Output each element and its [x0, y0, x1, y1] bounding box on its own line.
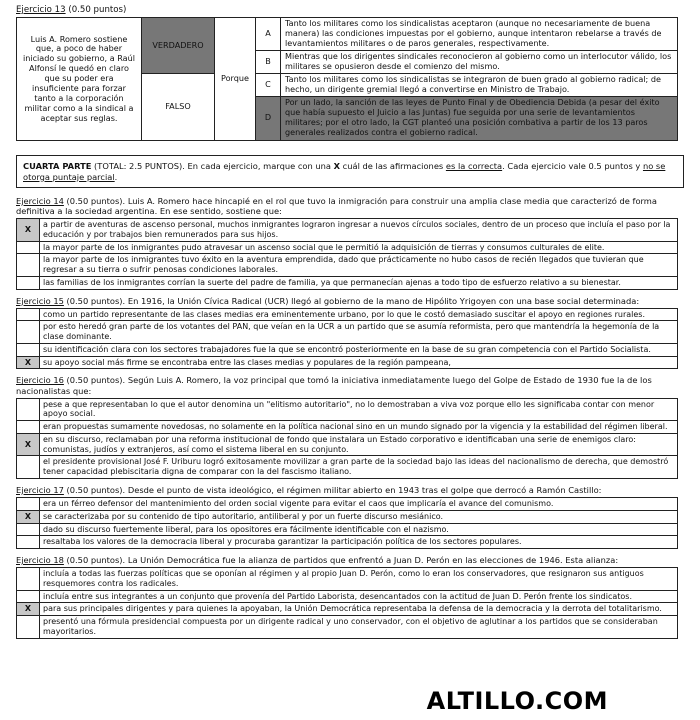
- altillo-logo: ALTILLO.COM: [426, 686, 608, 715]
- option-text: incluía entre sus integrantes a un conjunto que provenía del Partido Laborista, desencantados con la actitud de Juan D. Perón frente los sindicatos.: [40, 590, 678, 603]
- answer-mark-box[interactable]: [17, 308, 40, 321]
- exercise-18-text: (0.50 puntos). La Unión Democrática fue la alianza de partidos que enfrentó a Juan D. Perón en las elecciones de 1946. Esta alianza:: [63, 555, 619, 566]
- exercise-16-options: [16, 398, 678, 479]
- answer-mark-box[interactable]: [17, 321, 40, 344]
- exercise-18-options: [16, 567, 678, 639]
- answer-mark-box[interactable]: [17, 456, 40, 479]
- exercise-16-title: Ejercicio 16: [16, 375, 64, 386]
- option-row: [17, 616, 678, 639]
- answer-mark-box[interactable]: [17, 241, 40, 254]
- part-four-correct: es la correcta: [445, 160, 503, 171]
- exercise-13-statement: Luis A. Romero sostiene que, a poco de haber iniciado su gobierno, a Raúl Alfonsí le quedó en claro que su poder era insuficiente para forzar tanto a la corporación militar como a la sindical a aceptar sus reglas.: [17, 18, 142, 140]
- option-row: [17, 590, 678, 603]
- option-text: incluía a todas las fuerzas políticas que se oponían al régimen y al propio Juan D. Perón, como lo eran los conservadores, que resignaron sus antiguos resquemores contra los radicales.: [40, 568, 678, 591]
- option-text: su apoyo social más firme se encontraba entre las clases medias y populares de la región pampeana,: [40, 356, 678, 369]
- option-row: [17, 603, 678, 616]
- exercise-15-options: [16, 308, 678, 370]
- exercise-13-table: [16, 17, 678, 140]
- exercise-17-options: [16, 497, 678, 549]
- answer-mark-box[interactable]: [17, 398, 40, 421]
- answer-mark-box[interactable]: [17, 590, 40, 603]
- part-four-title: CUARTA PARTE: [23, 160, 92, 171]
- answer-mark-box[interactable]: [17, 536, 40, 549]
- option-text: la mayor parte de los inmigrantes pudo atravesar un ascenso social que le permitió la adquisición de tierras y consumos culturales de elite.: [40, 241, 678, 254]
- exercise-14-title: Ejercicio 14: [16, 195, 64, 206]
- option-letter-d[interactable]: D: [256, 96, 281, 140]
- exercise-18-prompt: [16, 555, 686, 565]
- answer-mark-box[interactable]: [17, 343, 40, 356]
- exercise-13-points: (0.50 puntos): [65, 5, 127, 15]
- option-row: [17, 398, 678, 421]
- option-text: en su discurso, reclamaban por una reforma institucional de fondo que instalara un Estado corporativo e identificaban una serie de enemigos claro: comunistas, judíos y extranjeros, así como el sistema liberal en su conjunto.: [40, 433, 678, 456]
- option-text: su identificación clara con los sectores trabajadores fue la que se encontró posteriormente en la base de su gran competencia con el Partido Socialista.: [40, 343, 678, 356]
- option-row: [17, 254, 678, 277]
- option-text: se caracterizaba por su contenido de tipo autoritario, antiliberal y por un fuerte discurso mesiánico.: [40, 510, 678, 523]
- option-row: [17, 308, 678, 321]
- answer-mark-box[interactable]: [17, 523, 40, 536]
- option-text: pese a que representaban lo que el autor denomina un "elitismo autoritario", no lo demostraban a viva voz porque ello les significaba contar con menor apoyo social.: [40, 398, 678, 421]
- option-letter-a[interactable]: A: [256, 18, 281, 51]
- part-four-x: X: [333, 160, 341, 171]
- option-text-d: Por un lado, la sanción de las leyes de Punto Final y de Obediencia Debida (a pesar del éxito que había supuesto el Juicio a las Juntas) fue seguida por una serie de levantamientos militares; por el otro lado, la CGT planteó una posición combativa a partir de los 13 paros generales realizados contra el gobierno radical.: [281, 96, 678, 140]
- answer-mark-box[interactable]: [17, 568, 40, 591]
- answer-mark-box[interactable]: [17, 498, 40, 511]
- exercise-17-prompt: [16, 485, 686, 495]
- option-row: [17, 356, 678, 369]
- answer-mark-box[interactable]: X: [17, 603, 40, 616]
- exercise-14-text: (0.50 puntos). Luis A. Romero hace hincapié en el rol que tuvo la inmigración para construir una amplia clase media que caracterizó de forma definitiva a la sociedad argentina. En ese sentido, sostiene que:: [16, 195, 657, 216]
- option-text-c: Tanto los militares como los sindicalistas se integraron de buen grado al gobierno radical; de hecho, un dirigente gremial llegó a convertirse en Ministro de Trabajo.: [281, 73, 678, 96]
- option-row: [17, 498, 678, 511]
- option-row: [17, 343, 678, 356]
- exercise-14-prompt: [16, 196, 686, 216]
- option-text: a partir de aventuras de ascenso personal, muchos inmigrantes lograron ingresar a nuevos círculos sociales, dentro de un proceso que incluía el paso por la educación y por trabajos bien remunerados para sus hijos.: [40, 219, 678, 242]
- option-text-a: Tanto los militares como los sindicalistas aceptaron (aunque no necesariamente de buena manera) las condiciones impuestas por el gobierno, aunque intentaron rebelarse a través de levantamientos militares o de paros generales, respectivamente.: [281, 18, 678, 51]
- option-text-b: Mientras que los dirigentes sindicales reconocieron al gobierno como un interlocutor válido, los militares se opusieron desde el comienzo del mismo.: [281, 51, 678, 74]
- exercise-15-title: Ejercicio 15: [16, 295, 64, 306]
- exercise-16-text: (0.50 puntos). Según Luis A. Romero, la voz principal que tomó la iniciativa inmediatamente luego del Golpe de Estado de 1930 fue la de los nacionalistas que:: [16, 375, 652, 396]
- exercise-15-text: (0.50 puntos). En 1916, la Unión Cívica Radical (UCR) llegó al gobierno de la mano de Hipólito Yrigoyen con una base social determinada:: [63, 295, 640, 306]
- answer-mark-box[interactable]: [17, 254, 40, 277]
- option-text: resaltaba los valores de la democracia liberal y procuraba garantizar la participación política de los sectores populares.: [40, 536, 678, 549]
- answer-mark-box[interactable]: X: [17, 433, 40, 456]
- true-option[interactable]: VERDADERO: [142, 18, 215, 73]
- option-row: [17, 568, 678, 591]
- option-text: por esto heredó gran parte de los votantes del PAN, que veían en la UCR a un partido que se asumía reformista, pero que mantendría la hegemonía de la clase dominante.: [40, 321, 678, 344]
- exercise-17-title: Ejercicio 17: [16, 484, 64, 495]
- option-text: las familias de los inmigrantes corrían la suerte del padre de familia, ya que permanecían ajenas a todo tipo de esfuerzo relativo a su bienestar.: [40, 276, 678, 289]
- porque-label: Porque: [215, 18, 256, 140]
- exercise-15-prompt: [16, 296, 686, 306]
- option-row: [17, 276, 678, 289]
- option-row: [17, 510, 678, 523]
- option-letter-b[interactable]: B: [256, 51, 281, 74]
- option-text: presentó una fórmula presidencial compuesta por un dirigente radical y uno conservador, con el objetivo de aglutinar a los partidos que se consideraban mayoritarios.: [40, 616, 678, 639]
- option-text: como un partido representante de las clases medias era eminentemente urbano, por lo que le costó demasiado suscitar el apoyo en regiones rurales.: [40, 308, 678, 321]
- option-text: era un férreo defensor del mantenimiento del orden social vigente para evitar el caos que implicaría el avance del comunismo.: [40, 498, 678, 511]
- part-four-text-3: . Cada ejercicio vale 0.5 puntos y: [502, 160, 643, 171]
- option-row: [17, 321, 678, 344]
- exercise-17-text: (0.50 puntos). Desde el punto de vista ideológico, el régimen militar abierto en 1943 tras el golpe que derrocó a Ramón Castillo:: [63, 484, 602, 495]
- part-four-text-2: cuál de las afirmaciones: [340, 160, 446, 171]
- option-text: el presidente provisional José F. Uriburu logró exitosamente movilizar a gran parte de la sociedad bajo las ideas del nacionalismo de derecha, que demostró tener capacidad plebiscitaria digna de comparar con la del fascismo italiano.: [40, 456, 678, 479]
- part-four-end: .: [114, 171, 118, 182]
- option-row: [17, 456, 678, 479]
- option-text: dado su discurso fuertemente liberal, para los opositores era fácilmente identificable con el nazismo.: [40, 523, 678, 536]
- part-four-no-partial: no se otorga puntaje parcial: [23, 160, 666, 182]
- answer-mark-box[interactable]: X: [17, 356, 40, 369]
- option-row: [17, 421, 678, 434]
- option-row: [17, 536, 678, 549]
- part-four-instructions: [16, 155, 684, 188]
- exercise-13-heading: [16, 5, 686, 15]
- option-row: [17, 433, 678, 456]
- exercise-16-prompt: [16, 375, 686, 395]
- option-row: [17, 523, 678, 536]
- option-text: para sus principales dirigentes y para quienes la apoyaban, la Unión Democrática representaba la defensa de la democracia y la derrota del totalitarismo.: [40, 603, 678, 616]
- answer-mark-box[interactable]: [17, 421, 40, 434]
- option-letter-c[interactable]: C: [256, 73, 281, 96]
- exercise-18-title: Ejercicio 18: [16, 555, 64, 566]
- option-row: [17, 219, 678, 242]
- option-text: eran propuestas sumamente novedosas, no solamente en la política nacional sino en un mundo signado por la vigencia y la estabilidad del régimen liberal.: [40, 421, 678, 434]
- answer-mark-box[interactable]: [17, 616, 40, 639]
- answer-mark-box[interactable]: [17, 276, 40, 289]
- answer-mark-box[interactable]: X: [17, 219, 40, 242]
- option-text: la mayor parte de los inmigrantes tuvo éxito en la aventura emprendida, dado que prácticamente no hubo casos de recién llegados que tuvieran que regresar a su tierra o sufrir penosas condiciones laborales.: [40, 254, 678, 277]
- option-row: [17, 241, 678, 254]
- exercise-14-options: [16, 218, 678, 290]
- answer-mark-box[interactable]: X: [17, 510, 40, 523]
- false-option[interactable]: FALSO: [142, 73, 215, 140]
- part-four-text-1: (TOTAL: 2.5 PUNTOS). En cada ejercicio, marque con una: [91, 160, 334, 171]
- exercise-13-title: Ejercicio 13: [16, 5, 66, 15]
